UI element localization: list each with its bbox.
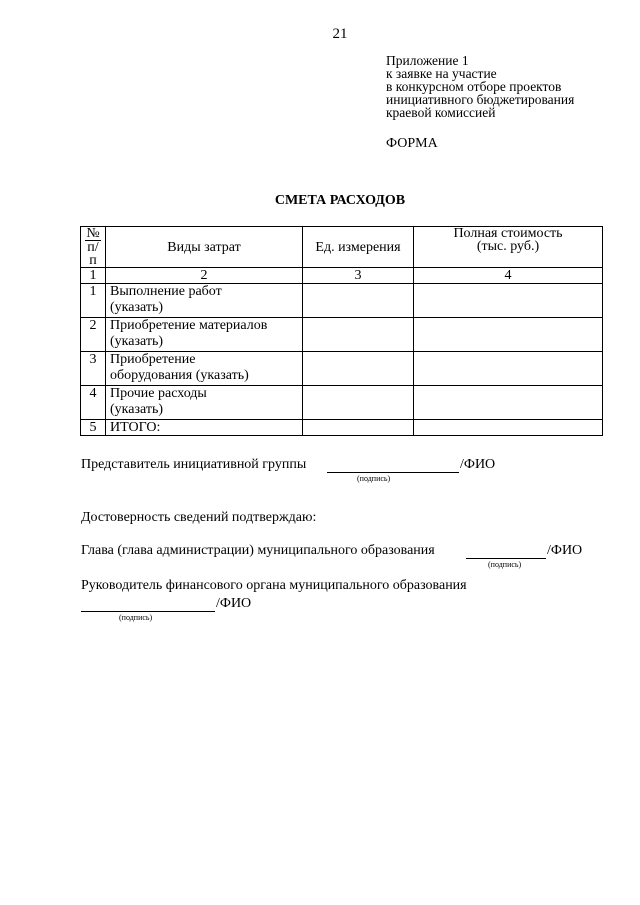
row-type-line2: (указать) [110, 300, 164, 315]
representative-signature-caption: (подпись) [357, 474, 391, 483]
row-unit-cell[interactable] [303, 352, 414, 386]
document-title: СМЕТА РАСХОДОВ [274, 193, 406, 208]
page-number: 21 [332, 26, 348, 42]
head-label: Глава (глава администрации) муниципального образования [81, 543, 435, 558]
total-unit-cell[interactable] [303, 420, 414, 436]
column-number: 4 [414, 268, 603, 284]
header-type: Виды затрат [106, 227, 303, 268]
row-type-line1: Прочие расходы [110, 386, 207, 401]
total-label: ИТОГО: [106, 420, 303, 436]
appendix-line: к заявке на участие [386, 66, 497, 81]
table-row [81, 352, 603, 386]
row-cost-cell[interactable] [414, 352, 603, 386]
row-num: 2 [81, 318, 106, 352]
head-signature-field[interactable] [466, 558, 546, 559]
row-cost-cell[interactable] [414, 284, 603, 318]
row-unit-cell[interactable] [303, 284, 414, 318]
row-type-line2: оборудования (указать) [110, 368, 249, 383]
table-row [81, 318, 603, 352]
row-type-line1: Выполнение работ [110, 284, 222, 299]
header-num [81, 227, 106, 268]
row-unit-cell[interactable] [303, 318, 414, 352]
appendix-line: в конкурсном отборе проектов [386, 79, 562, 94]
appendix-block [386, 54, 574, 119]
total-row [81, 420, 603, 436]
table-row [81, 284, 603, 318]
row-num: 1 [81, 284, 106, 318]
estimate-table [80, 226, 603, 436]
table-header-row [81, 227, 603, 268]
header-num-line1: № [86, 226, 100, 241]
representative-fio: /ФИО [460, 457, 496, 472]
row-unit-cell[interactable] [303, 386, 414, 420]
header-cost [414, 227, 603, 268]
row-type-line1: Приобретение материалов [110, 318, 268, 333]
column-number-row [81, 268, 603, 284]
total-num: 5 [81, 420, 106, 436]
appendix-line: краевой комиссией [386, 105, 496, 120]
column-number: 2 [106, 268, 303, 284]
row-type-line2: (указать) [110, 402, 164, 417]
representative-signature-field[interactable] [327, 472, 459, 473]
head-signature-caption: (подпись) [488, 560, 522, 569]
row-type-line2: (указать) [110, 334, 164, 349]
finance-signature-field[interactable] [81, 611, 215, 612]
finance-fio: /ФИО [216, 596, 252, 611]
appendix-line: инициативного бюджетирования [386, 92, 575, 107]
table-row [81, 386, 603, 420]
row-cost-cell[interactable] [414, 386, 603, 420]
row-type [106, 318, 303, 352]
column-number: 3 [303, 268, 414, 284]
appendix-line: Приложение 1 [386, 53, 469, 68]
row-type [106, 386, 303, 420]
representative-label: Представитель инициативной группы [81, 457, 307, 472]
finance-signature-caption: (подпись) [119, 613, 153, 622]
header-cost-line2: (тыс. руб.) [476, 239, 540, 254]
row-type [106, 352, 303, 386]
confirm-text: Достоверность сведений подтверждаю: [81, 510, 317, 525]
row-num: 3 [81, 352, 106, 386]
column-number: 1 [81, 268, 106, 284]
row-cost-cell[interactable] [414, 318, 603, 352]
header-num-line2: п/п [87, 240, 99, 268]
header-unit: Ед. измерения [303, 227, 414, 268]
head-fio: /ФИО [547, 543, 583, 558]
row-type-line1: Приобретение [110, 352, 196, 367]
row-type [106, 284, 303, 318]
finance-label: Руководитель финансового органа муниципального образования [81, 578, 467, 593]
form-label: ФОРМА [386, 136, 438, 151]
row-num: 4 [81, 386, 106, 420]
total-cost-cell[interactable] [414, 420, 603, 436]
header-cost-line1: Полная стоимость [453, 226, 563, 241]
